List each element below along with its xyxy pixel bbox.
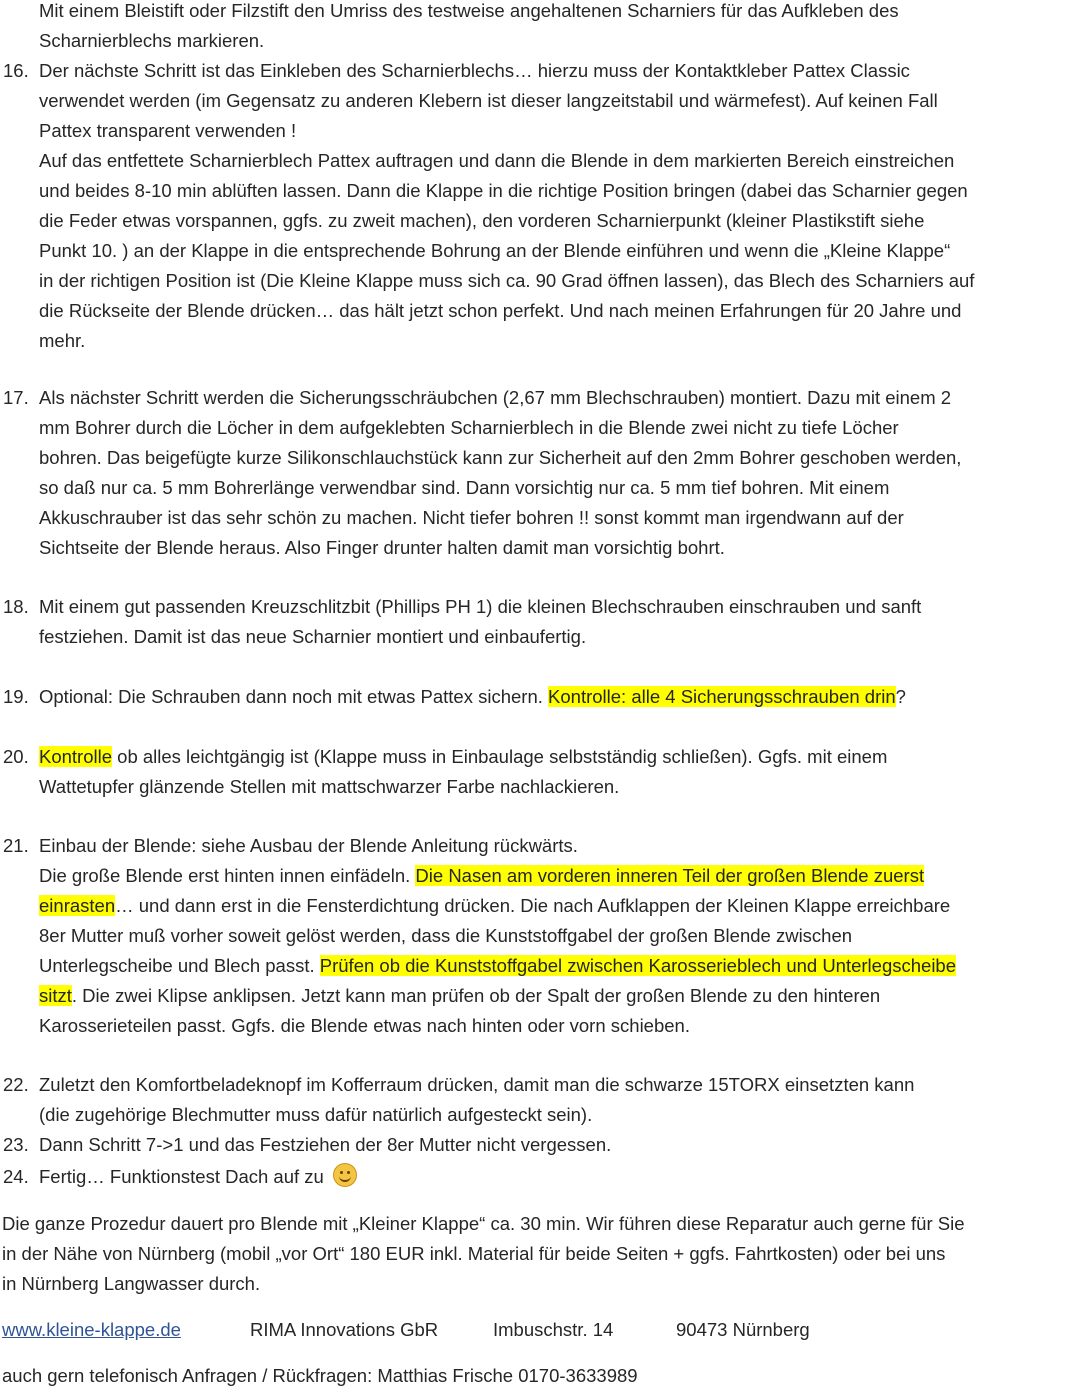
text-run: ? bbox=[895, 686, 906, 707]
text-line bbox=[39, 891, 1080, 921]
text-line bbox=[39, 861, 1080, 891]
text-line: die Rückseite der Blende drücken… das hält jetzt schon perfekt. Und nach meinen Erfahrungen für 20 Jahre und bbox=[39, 300, 962, 321]
smiley-icon bbox=[333, 1163, 357, 1187]
text-line: Einbau der Blende: siehe Ausbau der Blende Anleitung rückwärts. bbox=[39, 835, 578, 856]
text-line: festziehen. Damit ist das neue Scharnier montiert und einbaufertig. bbox=[39, 626, 587, 647]
text-run: Unterlegscheibe und Blech passt. bbox=[39, 955, 320, 976]
website-link[interactable] bbox=[2, 1315, 181, 1345]
text-line: mm Bohrer durch die Löcher in dem aufgeklebten Scharnierblech in die Blende zwei nicht zu tiefe Löcher bbox=[39, 417, 899, 438]
text-line: Mit einem Bleistift oder Filzstift den Umriss des testweise angehaltenen Scharniers für das Aufkleben des bbox=[39, 0, 899, 21]
text-line: Zuletzt den Komfortbeladeknopf im Kofferraum drücken, damit man die schwarze 15TORX einsetzten kann bbox=[39, 1074, 915, 1095]
highlighted-text: sitzt bbox=[39, 985, 72, 1006]
text-line: Mit einem gut passenden Kreuzschlitzbit (Phillips PH 1) die kleinen Blechschrauben einschrauben und sanft bbox=[39, 596, 922, 617]
text-line bbox=[39, 1162, 1080, 1192]
text-line: und beides 8-10 min ablüften lassen. Dann die Klappe in die richtige Position bringen (dabei das Scharnier gegen bbox=[39, 180, 968, 201]
text-run: Fertig… Funktionstest Dach auf zu bbox=[39, 1166, 329, 1187]
company-name: RIMA Innovations GbR bbox=[250, 1319, 439, 1340]
text-line: Als nächster Schritt werden die Sicherungsschräubchen (2,67 mm Blechschrauben) montiert. Dazu mit einem 2 bbox=[39, 387, 952, 408]
highlighted-text: Kontrolle bbox=[39, 746, 113, 767]
text-line: Auf das entfettete Scharnierblech Pattex auftragen und dann die Blende in dem markierten Bereich einstreichen bbox=[39, 150, 955, 171]
step-number: 20. bbox=[3, 746, 29, 767]
text-line: Wattetupfer glänzende Stellen mit mattschwarzer Farbe nachlackieren. bbox=[39, 776, 620, 797]
text-line: (die zugehörige Blechmutter muss dafür natürlich aufgesteckt sein). bbox=[39, 1104, 593, 1125]
text-line: Scharnierblechs markieren. bbox=[39, 30, 265, 51]
text-line: Die ganze Prozedur dauert pro Blende mit „Kleiner Klappe“ ca. 30 min. Wir führen diese Reparatur auch gerne für Sie bbox=[2, 1213, 965, 1234]
street-address: Imbuschstr. 14 bbox=[493, 1319, 614, 1340]
step-number: 22. bbox=[3, 1074, 29, 1095]
highlighted-text: Kontrolle: alle 4 Sicherungsschrauben drin bbox=[548, 686, 896, 707]
text-line: die Feder etwas vorspannen, ggfs. zu zweit machen), den vorderen Scharnierpunkt (kleiner Plastikstift siehe bbox=[39, 210, 925, 231]
text-run: Die große Blende erst hinten innen einfädeln. bbox=[39, 865, 416, 886]
text-line bbox=[39, 682, 1080, 712]
text-line: so daß nur ca. 5 mm Bohrerlänge verwendbar sind. Dann vorsichtig nur ca. 5 mm tief bohren. Mit einem bbox=[39, 477, 890, 498]
text-run: ob alles leichtgängig ist (Klappe muss in Einbaulage selbstständig schließen). Ggfs. mit einem bbox=[112, 746, 888, 767]
closing-paragraph bbox=[2, 1209, 1080, 1299]
postal-city: 90473 Nürnberg bbox=[676, 1319, 810, 1340]
text-line bbox=[39, 742, 1080, 772]
text-line: mehr. bbox=[39, 330, 86, 351]
text-line: Punkt 10. ) an der Klappe in die entsprechende Bohrung an der Blende einführen und wenn die „Kleine Klappe“ bbox=[39, 240, 951, 261]
text-line: in der Nähe von Nürnberg (mobil „vor Ort“ 180 EUR inkl. Material für beide Seiten + ggfs. Fahrtkosten) oder bei uns bbox=[2, 1243, 946, 1264]
text-line: Der nächste Schritt ist das Einkleben des Scharnierblechs… hierzu muss der Kontaktkleber Pattex Classic bbox=[39, 60, 910, 81]
text-line: in Nürnberg Langwasser durch. bbox=[2, 1273, 261, 1294]
step-number: 21. bbox=[3, 835, 29, 856]
text-line: verwendet werden (im Gegensatz zu anderen Klebern ist dieser langzeitstabil und wärmefest). Auf keinen Fall bbox=[39, 90, 938, 111]
text-run: Optional: Die Schrauben dann noch mit etwas Pattex sichern. bbox=[39, 686, 549, 707]
highlighted-text: Die Nasen am vorderen inneren Teil der großen Blende zuerst bbox=[415, 865, 925, 886]
text-line bbox=[39, 951, 1080, 981]
highlighted-text: Prüfen ob die Kunststoffgabel zwischen Karosserieblech und Unterlegscheibe bbox=[319, 955, 957, 976]
step-number: 23. bbox=[3, 1134, 29, 1155]
step-number: 16. bbox=[3, 60, 29, 81]
text-line: Dann Schritt 7->1 und das Festziehen der 8er Mutter nicht vergessen. bbox=[39, 1134, 612, 1155]
text-line: Sichtseite der Blende heraus. Also Finger drunter halten damit man vorsichtig bohrt. bbox=[39, 537, 725, 558]
text-line: Akkuschrauber ist das sehr schön zu machen. Nicht tiefer bohren !! sonst kommt man irgendwann auf der bbox=[39, 507, 904, 528]
text-run: . Die zwei Klipse anklipsen. Jetzt kann man prüfen ob der Spalt der großen Blende zu den hinteren bbox=[71, 985, 881, 1006]
text-line bbox=[39, 981, 1080, 1011]
step-number: 19. bbox=[3, 686, 29, 707]
step-number: 24. bbox=[3, 1166, 29, 1187]
step-number: 17. bbox=[3, 387, 29, 408]
text-line: bohren. Das beigefügte kurze Silikonschlauchstück kann zur Sicherheit auf den 2mm Bohrer geschoben werden, bbox=[39, 447, 962, 468]
text-line: Karosserieteilen passt. Ggfs. die Blende etwas nach hinten oder vorn schieben. bbox=[39, 1015, 690, 1036]
highlighted-text: einrasten bbox=[39, 895, 116, 916]
text-line: Pattex transparent verwenden ! bbox=[39, 120, 297, 141]
step-number: 18. bbox=[3, 596, 29, 617]
website-link-text[interactable]: www.kleine-klappe.de bbox=[2, 1319, 181, 1340]
text-line: 8er Mutter muß vorher soweit gelöst werden, dass die Kunststoffgabel der großen Blende zwischen bbox=[39, 925, 853, 946]
phone-contact: auch gern telefonisch Anfragen / Rückfragen: Matthias Frische 0170-3633989 bbox=[2, 1365, 638, 1386]
text-run: … und dann erst in die Fensterdichtung drücken. Die nach Aufklappen der Kleinen Klappe erreichbare bbox=[115, 895, 951, 916]
text-line: in der richtigen Position ist (Die Kleine Klappe muss sich ca. 90 Grad öffnen lassen), das Blech des Scharniers auf bbox=[39, 270, 975, 291]
